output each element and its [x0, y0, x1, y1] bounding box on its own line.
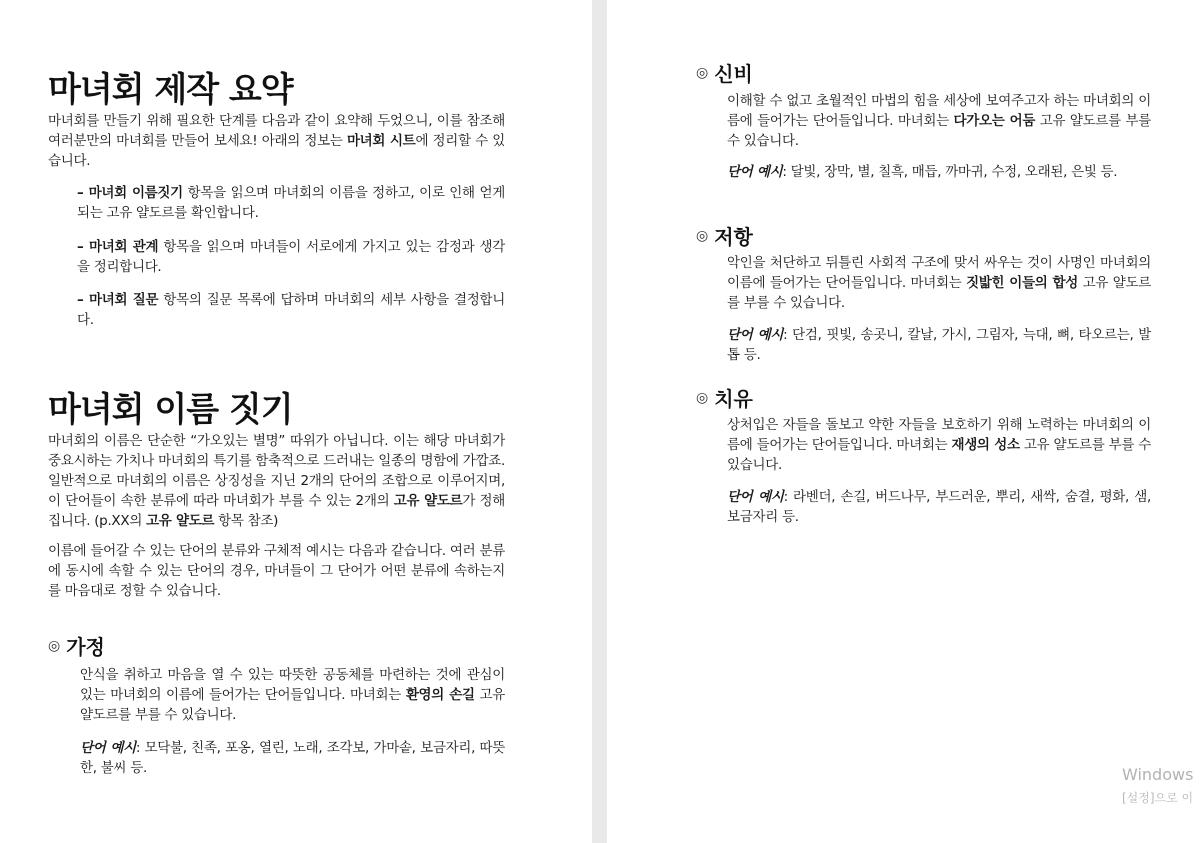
examples-label: 단어 예시 — [727, 327, 784, 343]
right-page — [607, 0, 1200, 843]
summary-intro-text-end: 에 정리할 수 있습니다. — [48, 133, 506, 169]
jeohang-desc-text-end: 고유 얄도르를 부를 수 있습니다. — [727, 275, 1151, 311]
naming-p1-text-3: 항목 참조) — [214, 513, 279, 529]
windows-activation-subtext: [설정]으로 이 — [1122, 791, 1194, 805]
gajeong-desc-text: 안식을 취하고 마음을 열 수 있는 따뜻한 공동체를 마련하는 것에 관심이 있는 마녀회의 이름에 들어가는 단어들입니다. 마녀회는 — [80, 667, 505, 703]
sinbi-examples — [727, 162, 1151, 182]
examples-label: 단어 예시 — [80, 740, 136, 756]
summary-item-bold: – 마녀회 질문 — [77, 292, 159, 308]
category-heading-jeohang — [696, 221, 753, 250]
sinbi-description — [727, 91, 1151, 151]
bullseye-icon: ◎ — [696, 64, 709, 81]
chiyu-examples — [727, 487, 1151, 527]
examples-label: 단어 예시 — [727, 489, 784, 505]
examples-label: 단어 예시 — [727, 164, 783, 180]
summary-item-naming — [77, 183, 505, 223]
gajeong-desc-bold: 환영의 손길 — [405, 687, 475, 703]
naming-p1-bold: 고유 얄도르 — [393, 493, 463, 509]
jeohang-desc-text: 악인을 처단하고 뒤틀린 사회적 구조에 맞서 싸우는 것이 사명인 마녀회의 이름에 들어가는 단어들입니다. 마녀회는 — [727, 255, 1151, 291]
naming-p1-text: 마녀회의 이름은 단순한 “가오있는 별명” 따위가 아닙니다. 이는 해당 마녀회가 중요시하는 가치나 마녀회의 특기를 함축적으로 드러내는 일종의 명함에 가깝죠. 일반적으로 마녀회의 이름은 상징성을 지닌 2개의 단어의 조합으로 이루어지며, 이 단어들이 속한 분류에 따라 마녀회가 부를 수 있는 2개의 — [48, 433, 505, 509]
summary-item-text: 항목을 읽으며 마녀들이 서로에게 가지고 있는 감정과 생각을 정리합니다. — [77, 239, 505, 275]
jeohang-description — [727, 253, 1151, 313]
category-heading-gajeong — [48, 631, 105, 660]
sinbi-desc-text-end: 고유 얄도르를 부를 수 있습니다. — [727, 113, 1151, 149]
naming-title: 마녀회 이름 짓기 — [48, 390, 293, 430]
summary-item-text: 항목의 질문 목록에 답하며 마녀회의 세부 사항을 결정합니다. — [77, 292, 505, 328]
examples-text: : 단검, 핏빛, 송곳니, 칼날, 가시, 그림자, 늑대, 뼈, 타오르는, 발톱 등. — [727, 327, 1151, 363]
category-title: 치유 — [714, 387, 753, 411]
category-heading-chiyu — [696, 383, 753, 412]
summary-title: 마녀회 제작 요약 — [48, 70, 293, 110]
summary-item-bold: – 마녀회 관계 — [77, 239, 159, 255]
bullseye-icon: ◎ — [48, 637, 61, 654]
summary-item-relations — [77, 237, 505, 277]
chiyu-desc-text: 상처입은 자들을 돌보고 약한 자들을 보호하기 위해 노력하는 마녀회의 이름에 들어가는 단어들입니다. 마녀회는 — [727, 417, 1151, 453]
jeohang-examples — [727, 325, 1151, 365]
examples-text: : 모닥불, 친족, 포옹, 열린, 노래, 조각보, 가마솥, 보금자리, 따뜻한, 불씨 등. — [80, 740, 505, 776]
summary-intro-text: 마녀회를 만들기 위해 필요한 단계를 다음과 같이 요약해 두었으니, 이를 참조해 여러분만의 마녀회를 만들어 보세요! 아래의 정보는 — [48, 113, 505, 149]
category-title: 가정 — [66, 635, 105, 659]
gajeong-description — [80, 665, 505, 725]
summary-intro-bold: 마녀회 시트 — [346, 133, 416, 149]
naming-p1-text-2: 가 정해집니다. (p.XX의 — [48, 493, 505, 529]
category-title: 저항 — [714, 225, 753, 249]
summary-item-bold: – 마녀회 이름짓기 — [77, 185, 183, 201]
summary-item-text: 항목을 읽으며 마녀회의 이름을 정하고, 이로 인해 얻게 되는 고유 얄도르를 확인합니다. — [77, 185, 505, 221]
bullseye-icon: ◎ — [696, 389, 709, 406]
category-title: 신비 — [714, 62, 753, 86]
naming-paragraph-2: 이름에 들어갈 수 있는 단어의 분류와 구체적 예시는 다음과 같습니다. 여러 분류에 동시에 속할 수 있는 단어의 경우, 마녀들이 그 단어가 어떤 분류에 속하는지를 마음대로 정할 수 있습니다. — [48, 543, 505, 599]
summary-intro — [48, 111, 505, 171]
windows-activation-watermark: Windows — [1122, 765, 1194, 784]
bullseye-icon: ◎ — [696, 227, 709, 244]
left-page — [0, 0, 592, 843]
jeohang-desc-bold: 짓밟힌 이들의 합성 — [966, 275, 1079, 291]
gajeong-examples — [80, 738, 505, 778]
chiyu-desc-bold: 재생의 성소 — [951, 437, 1020, 453]
sinbi-desc-bold: 다가오는 어둠 — [953, 113, 1036, 129]
summary-item-questions — [77, 290, 505, 330]
gajeong-desc-text-end: 고유 얄도르를 부를 수 있습니다. — [80, 687, 506, 723]
sinbi-desc-text: 이해할 수 없고 초월적인 마법의 힘을 세상에 보여주고자 하는 마녀회의 이름에 들어가는 단어들입니다. 마녀회는 — [727, 93, 1151, 129]
naming-paragraph-1 — [48, 431, 505, 531]
naming-p1-bold-2: 고유 얄도르 — [146, 513, 215, 529]
examples-text: : 달빛, 장막, 별, 칠흑, 매듭, 까마귀, 수정, 오래된, 은빛 등. — [782, 164, 1118, 180]
chiyu-desc-text-end: 고유 얄도르를 부를 수 있습니다. — [727, 437, 1151, 473]
chiyu-description — [727, 415, 1151, 475]
category-heading-sinbi — [696, 58, 753, 87]
examples-text: : 라벤더, 손길, 버드나무, 부드러운, 뿌리, 새싹, 숨결, 평화, 샘, 보금자리 등. — [727, 489, 1151, 525]
